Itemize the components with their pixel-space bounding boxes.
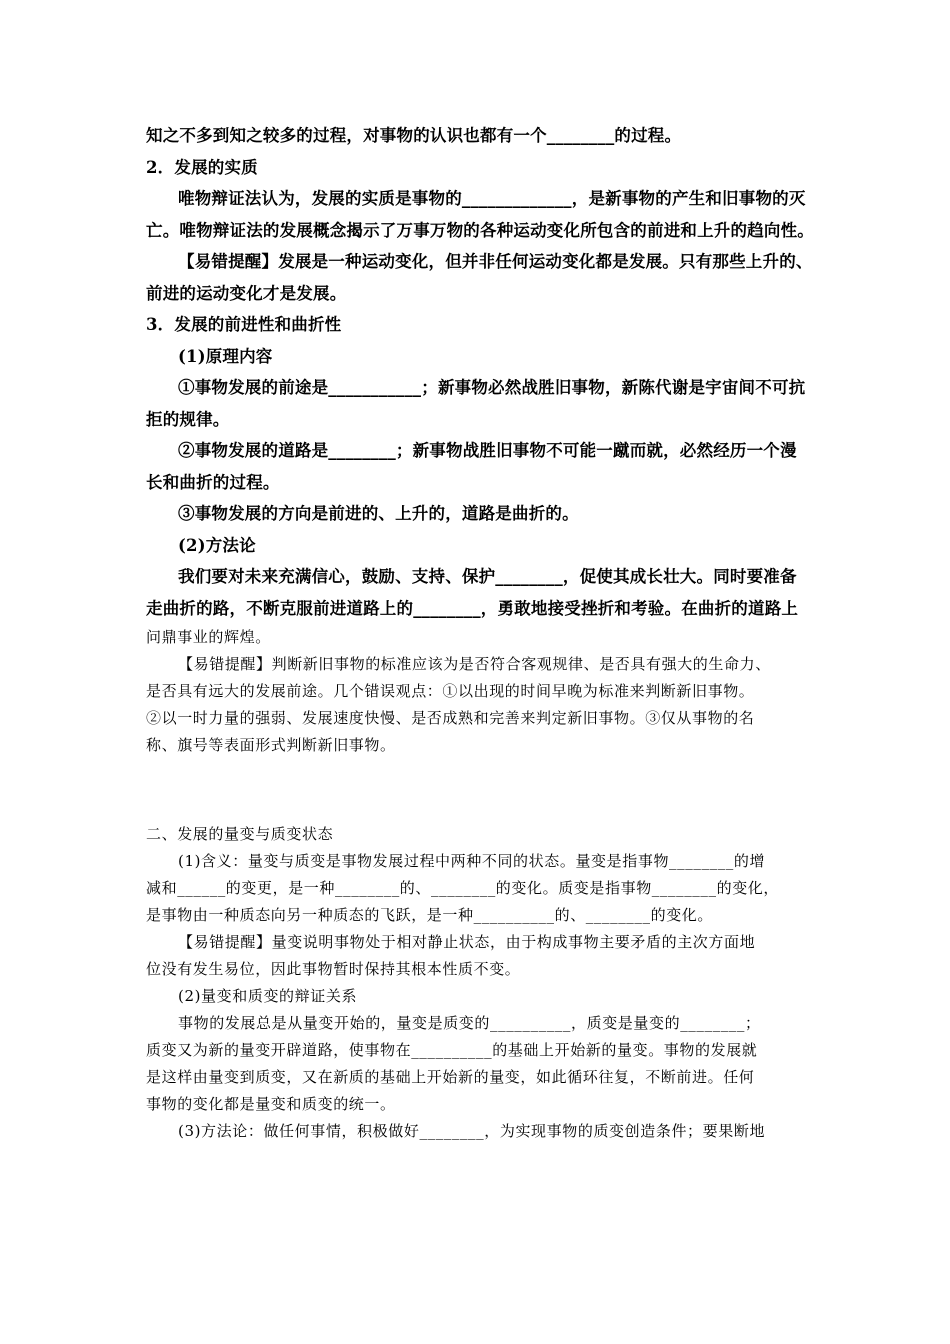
text-line: ①事物发展的前途是___________；新事物必然战胜旧事物，新陈代谢是宇宙间不可抗 [178, 378, 806, 397]
text-line: 位没有发生易位，因此事物暂时保持其根本性质不变。 [146, 960, 521, 978]
text-line: 走曲折的路，不断克服前进道路上的________，勇敢地接受挫折和考验。在曲折的道路上 [146, 598, 799, 618]
text-line: ③事物发展的方向是前进的、上升的，道路是曲折的。 [178, 504, 579, 523]
text-line: 知之不多到知之较多的过程，对事物的认识也都有一个________的过程。 [146, 126, 682, 145]
text-line: 是事物由一种质态向另一种质态的飞跃，是一种__________的、________的变化。 [146, 906, 714, 924]
text-line: 【易错提醒】量变说明事物处于相对静止状态，由于构成事物主要矛盾的主次方面地 [178, 933, 756, 951]
text-line: 问鼎事业的辉煌。 [146, 628, 271, 646]
text-line: 3．发展的前进性和曲折性 [146, 315, 342, 334]
text-line: 事物的发展总是从量变开始的，量变是质变的__________，质变是量变的________； [178, 1014, 761, 1032]
text-line: 称、旗号等表面形式判断新旧事物。 [146, 736, 396, 754]
text-line: 减和______的变更，是一种________的、________的变化。质变是指事物________的变化， [146, 879, 780, 897]
text-line: 【易错提醒】发展是一种运动变化，但并非任何运动变化都是发展。只有那些上升的、 [178, 252, 813, 271]
text-line: (2)方法论 [178, 535, 256, 555]
document-page [146, 120, 814, 1145]
text-line: ②以一时力量的强弱、发展速度快慢、是否成熟和完善来判定新旧事物。③仅从事物的名 [146, 709, 755, 727]
text-line: 质变又为新的量变开辟道路，使事物在__________的基础上开始新的量变。事物的发展就 [146, 1041, 758, 1059]
text-line: ②事物发展的道路是________；新事物战胜旧事物不可能一蹴而就，必然经历一个漫 [178, 441, 797, 460]
text-line: 2．发展的实质 [146, 157, 258, 177]
text-line: (3)方法论：做任何事情，积极做好________，为实现事物的质变创造条件；要果断地 [178, 1122, 766, 1140]
text-line: 亡。唯物辩证法的发展概念揭示了万事万物的各种运动变化所包含的前进和上升的趋向性。 [146, 220, 814, 240]
text-line: 【易错提醒】判断新旧事物的标准应该为是否符合客观规律、是否具有强大的生命力、 [178, 655, 771, 673]
text-line: (2)量变和质变的辩证关系 [178, 987, 358, 1005]
text-line: 拒的规律。 [146, 409, 230, 429]
text-line: 是否具有远大的发展前途。几个错误观点：①以出现的时间早晚为标准来判断新旧事物。 [146, 682, 755, 700]
paragraph-gap [146, 775, 814, 805]
text-line: 是这样由量变到质变，又在新质的基础上开始新的量变，如此循环往复，不断前进。任何 [146, 1068, 755, 1086]
text-line: 我们要对未来充满信心，鼓励、支持、保护________，促使其成长壮大。同时要准备 [178, 567, 797, 586]
text-line: 长和曲折的过程。 [146, 472, 280, 492]
text-line: 二、发展的量变与质变状态 [146, 825, 334, 843]
text-line: (1)原理内容 [178, 346, 273, 366]
text-line: 事物的变化都是量变和质变的统一。 [146, 1095, 396, 1113]
text-line: 前进的运动变化才是发展。 [146, 283, 347, 303]
text-line: 唯物辩证法认为，发展的实质是事物的_____________，是新事物的产生和旧事物的灭 [178, 189, 806, 208]
text-line: (1)含义：量变与质变是事物发展过程中两种不同的状态。量变是指事物________的增 [178, 852, 766, 870]
